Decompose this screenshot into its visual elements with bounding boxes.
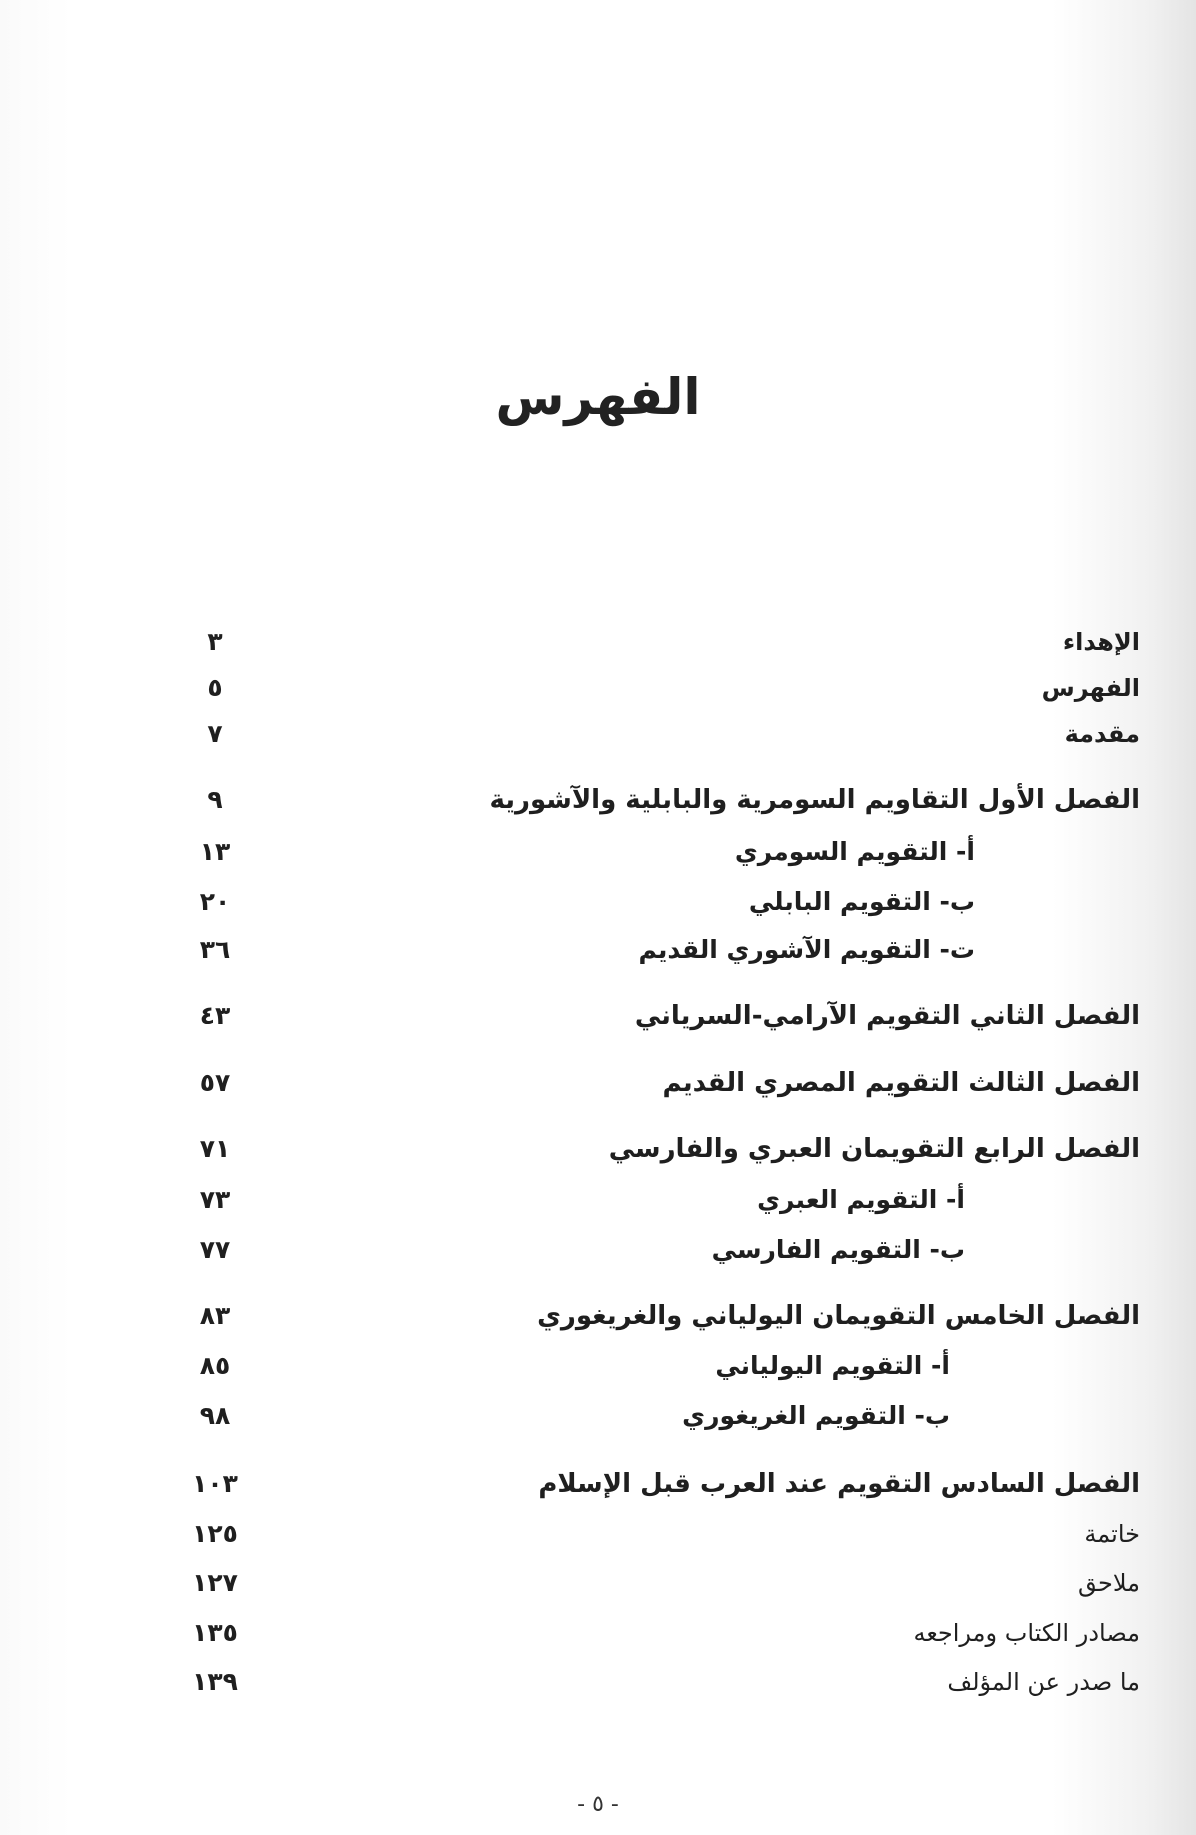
toc-section bbox=[180, 1228, 1140, 1272]
toc-chapter bbox=[180, 1127, 1140, 1171]
toc-entry-page: ١٣٥ bbox=[192, 1618, 238, 1647]
toc-entry-page: ٥ bbox=[207, 673, 223, 702]
toc-entry bbox=[180, 666, 1140, 710]
toc-entry-page: ٧١ bbox=[199, 1134, 231, 1163]
toc-chapter bbox=[180, 1294, 1140, 1338]
toc-entry-label: أ- التقويم العبري bbox=[757, 1185, 965, 1214]
toc-chapter bbox=[180, 994, 1140, 1038]
toc-entry-label: الفصل الأول التقاويم السومرية والبابلية والآشورية bbox=[489, 785, 1140, 815]
toc-entry-label: الفصل الثالث التقويم المصري القديم bbox=[662, 1068, 1140, 1098]
toc-entry bbox=[180, 1561, 1140, 1605]
toc-section bbox=[180, 1344, 1140, 1388]
toc-section bbox=[180, 1394, 1140, 1438]
toc-section bbox=[180, 830, 1140, 874]
toc-entry-page: ١٠٣ bbox=[192, 1469, 238, 1498]
toc-entry-page: ٧ bbox=[207, 719, 223, 748]
toc-entry-page: ١٢٥ bbox=[192, 1519, 238, 1548]
toc-chapter bbox=[180, 1462, 1140, 1506]
toc-entry-page: ٨٣ bbox=[199, 1301, 231, 1330]
toc-section bbox=[180, 928, 1140, 972]
toc-entry bbox=[180, 1611, 1140, 1655]
toc-entry-label: ت- التقويم الآشوري القديم bbox=[638, 935, 975, 964]
toc-entry-label: ب- التقويم الغريغوري bbox=[682, 1401, 950, 1430]
toc-entry-page: ٩ bbox=[207, 785, 223, 814]
toc-chapter bbox=[180, 778, 1140, 822]
toc-entry-page: ٣ bbox=[207, 627, 223, 656]
toc-entry-page: ٢٠ bbox=[199, 887, 231, 916]
toc-entry bbox=[180, 1660, 1140, 1704]
toc-entry-label: الفصل الثاني التقويم الآرامي-السرياني bbox=[634, 1001, 1140, 1031]
toc-entry bbox=[180, 620, 1140, 664]
toc-entry-label: خاتمة bbox=[1084, 1520, 1140, 1548]
toc-chapter bbox=[180, 1061, 1140, 1105]
toc-entry-label: ب- التقويم البابلي bbox=[748, 887, 975, 916]
toc-entry-page: ١٣٩ bbox=[192, 1667, 238, 1696]
toc-section bbox=[180, 880, 1140, 924]
page-title: الفهرس bbox=[495, 368, 701, 426]
toc-entry-label: أ- التقويم اليولياني bbox=[715, 1351, 950, 1380]
toc-entry bbox=[180, 1512, 1140, 1556]
toc-entry-label: مصادر الكتاب ومراجعه bbox=[913, 1619, 1140, 1647]
toc-entry-label: ب- التقويم الفارسي bbox=[711, 1235, 965, 1264]
toc-entry-label: ملاحق bbox=[1077, 1569, 1140, 1597]
toc-entry-page: ٩٨ bbox=[199, 1401, 231, 1430]
toc-entry-label: الفهرس bbox=[1041, 674, 1140, 702]
toc-entry-page: ٥٧ bbox=[199, 1068, 231, 1097]
toc-entry-page: ٣٦ bbox=[199, 935, 231, 964]
toc-entry-page: ٧٧ bbox=[199, 1235, 231, 1264]
toc-section bbox=[180, 1178, 1140, 1222]
toc-entry-page: ١٣ bbox=[199, 837, 231, 866]
toc-entry-page: ٤٣ bbox=[199, 1001, 231, 1030]
toc-entry-label: الفصل الرابع التقويمان العبري والفارسي bbox=[608, 1134, 1140, 1164]
page-number: - ٥ - bbox=[577, 1792, 619, 1817]
toc-entry bbox=[180, 712, 1140, 756]
toc-entry-label: مقدمة bbox=[1064, 720, 1140, 748]
toc-entry-page: ٨٥ bbox=[199, 1351, 231, 1380]
toc-entry-label: ما صدر عن المؤلف bbox=[947, 1668, 1140, 1696]
toc-entry-label: الفصل السادس التقويم عند العرب قبل الإسلام bbox=[538, 1469, 1140, 1499]
toc-entry-page: ٧٣ bbox=[199, 1185, 231, 1214]
toc-entry-label: أ- التقويم السومري bbox=[734, 837, 975, 866]
toc-entry-page: ١٢٧ bbox=[192, 1568, 238, 1597]
toc-entry-label: الإهداء bbox=[1062, 628, 1140, 656]
toc-entry-label: الفصل الخامس التقويمان اليولياني والغريغوري bbox=[537, 1301, 1140, 1331]
